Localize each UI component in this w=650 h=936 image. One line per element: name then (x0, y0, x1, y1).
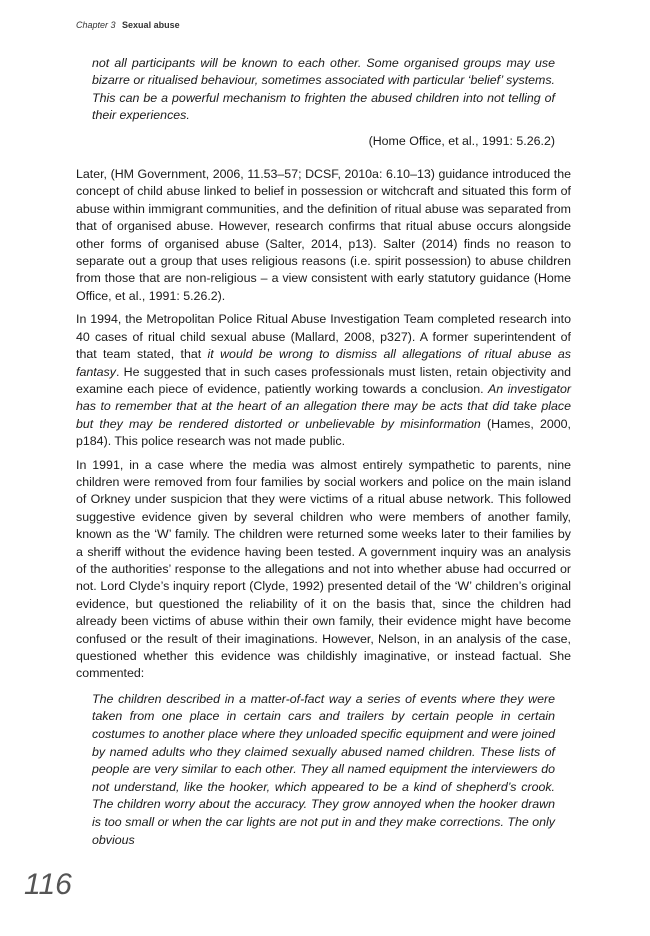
running-head (76, 20, 180, 30)
paragraph-2-text-c: (Hames, 2000, p184). This police research was not made public. (76, 416, 571, 449)
block-quote-top: not all participants will be known to each other. Some organised groups may use bizarre or ritualised behaviour, sometimes associated with particular ‘belief’ systems. This can be a powerful mechanism to frighten the abused children into not telling of their experiences. (92, 56, 555, 123)
chapter-label: Chapter 3 (76, 20, 116, 30)
page-number: 116 (24, 868, 72, 901)
block-quote-bottom: The children described in a matter-of-fact way a series of events where they were taken from one place in certain cars and trailers by certain people in certain costumes to another place where they unloaded specific equipment and were joined by named adults who they claimed sexually abused named children. These lists of people are very similar to each other. They all named equipment the interviewers do not understand, like the hooker, which appeared to be a kind of shepherd’s crook. The children worry about the accuracy. They grow annoyed when the hooker drawn is too small or when the car lights are not put in and they make corrections. The only obvious (92, 691, 555, 847)
paragraph-2-text-a: In 1994, the Metropolitan Police Ritual Abuse Investigation Team completed research into 40 cases of ritual child sexual abuse (Mallard, 2008, p327). A former superintendent of that team stated, that (76, 312, 571, 362)
paragraph-2-italic-b: An investigator has to remember that at the heart of an allegation there may be acts that did take place but they may be rendered distorted or unbelievable by misinformation (76, 381, 571, 431)
paragraph-2-italic-a: it would be wrong to dismiss all allegations of ritual abuse as fantasy (76, 347, 571, 379)
chapter-title: Sexual abuse (122, 20, 180, 30)
paragraph-1: Later, (HM Government, 2006, 11.53–57; DCSF, 2010a: 6.10–13) guidance introduced the concept of child abuse linked to belief in possession or witchcraft and situated this form of abuse within immigrant communities, and the definition of ritual abuse was separated from that of organised abuse. However, research confirms that ritual abuse occurs alongside other forms of organised abuse (Salter, 2014, p13). Salter (2014) finds no reason to separate out a group that uses religious reasons (i.e. spirit possession) to abuse children from those that are non-religious – a view consistent with early statutory guidance (Home Office, et al., 1991: 5.26.2). (76, 167, 571, 303)
paragraph-3: In 1991, in a case where the media was almost entirely sympathetic to parents, nine children were removed from four families by social workers and police on the main island of Orkney under suspicion that they were victims of a ritual abuse network. This followed suggestive evidence given by several children who were members of another family, known as the ‘W’ family. The children were returned some weeks later to their families by a sheriff without the evidence having been tested. A government inquiry was an analysis of the authorities’ response to the allegations and not into whether abuse had occurred or not. Lord Clyde’s inquiry report (Clyde, 1992) presented detail of the ‘W’ children’s original evidence, but questioned the reliability of it on the basis that, since the children had already been victims of abuse within their own family, their evidence might have become confused or the result of their imaginations. However, Nelson, in an analysis of the case, questioned whether this evidence was childishly imaginative, or instead factual. She commented: (76, 457, 571, 681)
paragraph-2-text-b: . He suggested that in such cases professionals must listen, retain objectivity and examine each piece of evidence, patiently working towards a conclusion. (76, 364, 571, 396)
paragraph-2 (76, 311, 571, 450)
quote-citation: (Home Office, et al., 1991: 5.26.2) (368, 133, 555, 148)
page-content (76, 55, 571, 849)
